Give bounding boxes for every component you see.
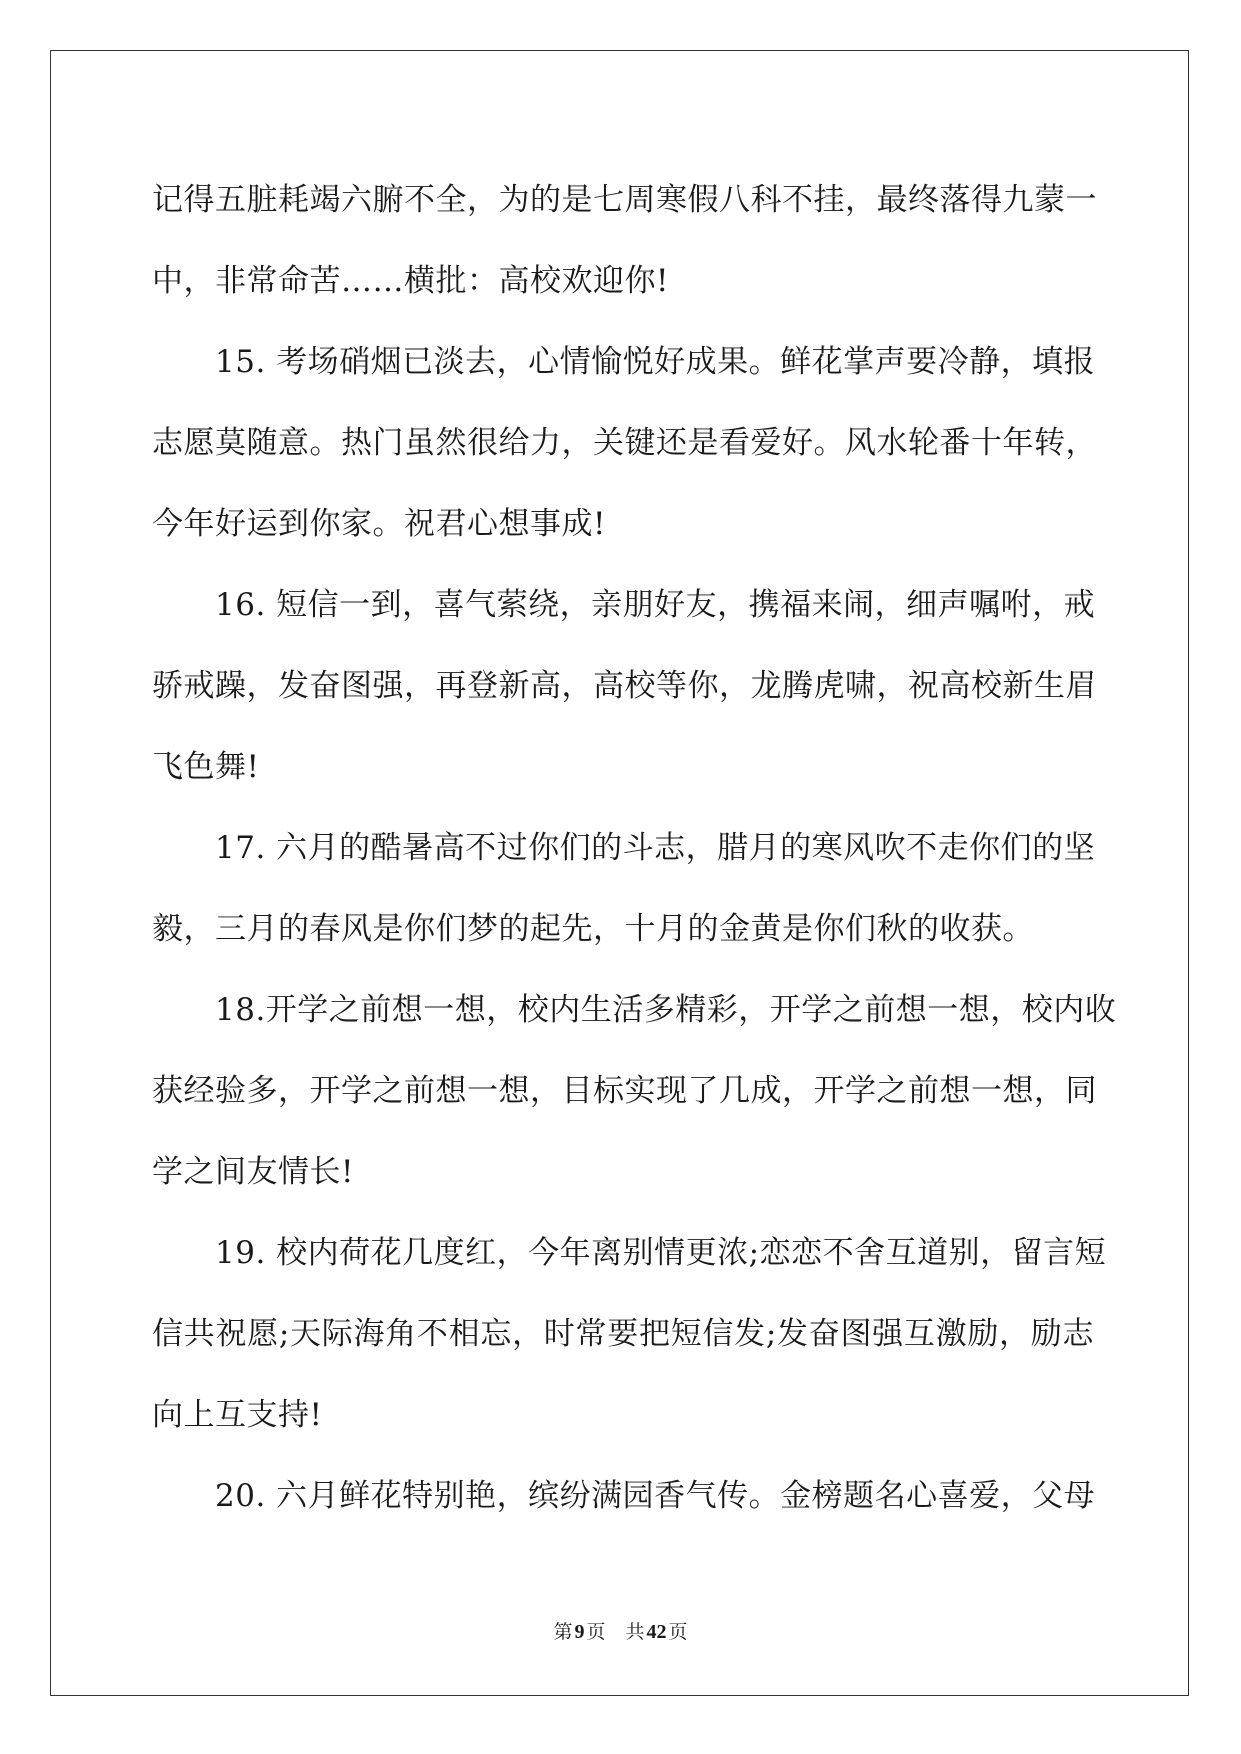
text-line: 记得五脏耗竭六腑不全，为的是七周寒假八科不挂，最终落得九蒙一 <box>152 182 1097 218</box>
footer-page-suffix: 页 <box>586 1621 606 1643</box>
text-line: 学之间友情长! <box>152 1154 354 1190</box>
text-line: 向上互支持! <box>152 1397 323 1433</box>
text-line: 毅，三月的春风是你们梦的起先，十月的金黄是你们秋的收获。 <box>152 911 1034 947</box>
text-line: 飞色舞! <box>152 749 260 785</box>
text-line: 志愿莫随意。热门虽然很给力，关键还是看爱好。风水轮番十年转， <box>152 425 1097 461</box>
text-line: 信共祝愿;天际海角不相忘，时常要把短信发;发奋图强互激励，励志 <box>152 1316 1094 1352</box>
text-line: 获经验多，开学之前想一想，目标实现了几成，开学之前想一想，同 <box>152 1073 1097 1109</box>
text-line: 19. 校内荷花几度红，今年离别情更浓;恋恋不舍互道别，留言短 <box>152 1235 1107 1271</box>
text-line: 17. 六月的酷暑高不过你们的斗志，腊月的寒风吹不走你们的坚 <box>152 830 1096 866</box>
footer-total-suffix: 页 <box>668 1621 688 1643</box>
total-page-number: 42 <box>646 1621 667 1643</box>
text-line: 20. 六月鲜花特别艳，缤纷满园香气传。金榜题名心喜爱，父母 <box>152 1478 1096 1514</box>
footer-total-prefix: 共 <box>625 1621 645 1643</box>
current-page-number: 9 <box>574 1621 585 1643</box>
document-body <box>152 160 1117 1537</box>
text-line: 16. 短信一到，喜气萦绕，亲朋好友，携福来闹，细声嘱咐，戒 <box>152 587 1096 623</box>
text-line: 中，非常命苦……横批：高校欢迎你! <box>152 263 669 299</box>
text-line: 骄戒躁，发奋图强，再登新高，高校等你，龙腾虎啸，祝高校新生眉 <box>152 668 1097 704</box>
text-line: 18.开学之前想一想，校内生活多精彩，开学之前想一想，校内收 <box>152 992 1117 1028</box>
page-footer <box>0 1618 1241 1646</box>
text-line: 今年好运到你家。祝君心想事成! <box>152 506 606 542</box>
text-line: 15. 考场硝烟已淡去，心情愉悦好成果。鲜花掌声要冷静，填报 <box>152 344 1096 380</box>
footer-prefix: 第 <box>553 1621 573 1643</box>
